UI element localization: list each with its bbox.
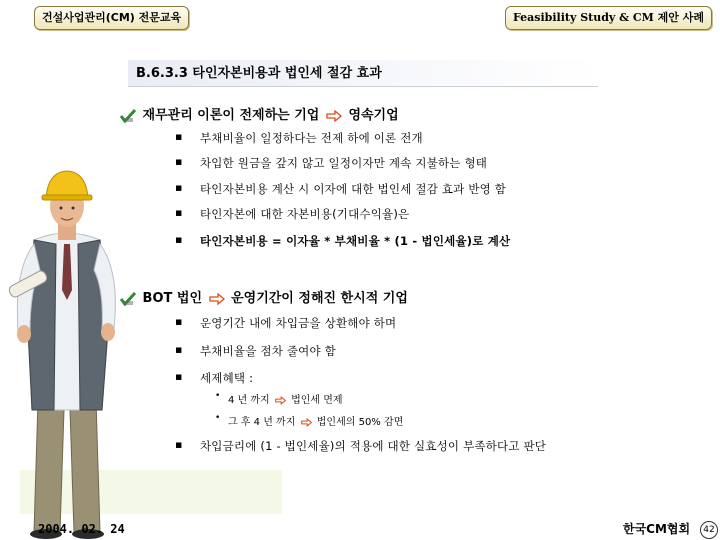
right-arrow-icon — [275, 396, 286, 405]
bullet-icon: • — [215, 391, 221, 401]
list-item-text: 차입한 원금을 갚지 않고 일정이자만 계속 지불하는 형태 — [200, 156, 488, 170]
list-item-text: 타인자본비용 계산 시 이자에 대한 법인세 절감 효과 반영 함 — [200, 182, 507, 196]
list-item-text: 타인자본에 대한 자본비용(기대수익율)은 — [200, 207, 410, 221]
bullet-icon: ▪ — [175, 233, 183, 246]
bullet-icon: ▪ — [175, 438, 183, 451]
list-item-text: 세제혜택 : — [200, 371, 254, 385]
list-item-text: 차입금리에 (1 - 법인세율)의 적용에 대한 실효성이 부족하다고 판단 — [200, 439, 547, 453]
bullet-icon: ▪ — [175, 155, 183, 168]
sub-list-item — [215, 391, 343, 406]
list-item — [175, 130, 423, 146]
bullet-icon: ▪ — [175, 343, 183, 356]
section-heading-1-prefix: 재무관리 이론이 전제하는 기업 — [142, 108, 320, 123]
footer-organization: 한국CM협회 — [623, 522, 691, 536]
list-item — [175, 438, 547, 454]
section-heading-2 — [120, 287, 408, 306]
topic-tag: Feasibility Study & CM 제안 사례 — [505, 6, 712, 30]
bullet-icon: ▪ — [175, 130, 183, 143]
list-item — [175, 181, 507, 197]
bullet-icon: ▪ — [175, 206, 183, 219]
list-item-text: 부채비율을 점차 줄여야 함 — [200, 344, 336, 358]
slide-title: B.6.3.3 타인자본비용과 법인세 절감 효과 — [128, 60, 598, 87]
right-arrow-icon — [301, 418, 312, 427]
sub-item-suffix: 법인세의 50% 감면 — [316, 417, 404, 428]
section-heading-2-suffix: 운영기간이 정해진 한시적 기업 — [231, 291, 408, 306]
footer-date: 2004. 02. 24 — [38, 522, 125, 536]
right-arrow-icon — [326, 110, 342, 122]
course-tag: 건설사업관리(CM) 전문교육 — [34, 6, 189, 30]
list-item — [175, 315, 397, 331]
sub-item-suffix: 법인세 면제 — [291, 395, 343, 406]
page-number: 42 — [700, 521, 718, 539]
right-arrow-icon — [209, 293, 225, 305]
bullet-icon: ▪ — [175, 315, 183, 328]
checkmark-icon — [120, 109, 136, 123]
list-item-text: 운영기간 내에 차입금을 상환해야 하며 — [200, 316, 397, 330]
section-heading-1-suffix: 영속기업 — [348, 108, 399, 123]
list-item — [175, 155, 488, 171]
list-item — [175, 206, 410, 222]
sub-item-prefix: 4 년 까지 — [228, 395, 270, 406]
bullet-icon: ▪ — [175, 370, 183, 383]
section-heading-2-prefix: BOT 법인 — [142, 291, 203, 306]
list-item — [175, 370, 254, 386]
engineer-illustration — [4, 160, 128, 540]
bullet-icon: • — [215, 413, 221, 423]
list-item — [175, 343, 336, 359]
section-heading-1 — [120, 104, 399, 123]
checkmark-icon — [120, 292, 136, 306]
list-item-text: 부채비율이 일정하다는 전제 하에 이론 전개 — [200, 131, 423, 145]
list-item-text: 타인자본비용 = 이자율 * 부채비율 * (1 - 법인세율)로 계산 — [200, 234, 511, 248]
list-item — [175, 233, 511, 249]
sub-item-prefix: 그 후 4 년 까지 — [228, 417, 296, 428]
sub-list-item — [215, 413, 404, 428]
bullet-icon: ▪ — [175, 181, 183, 194]
